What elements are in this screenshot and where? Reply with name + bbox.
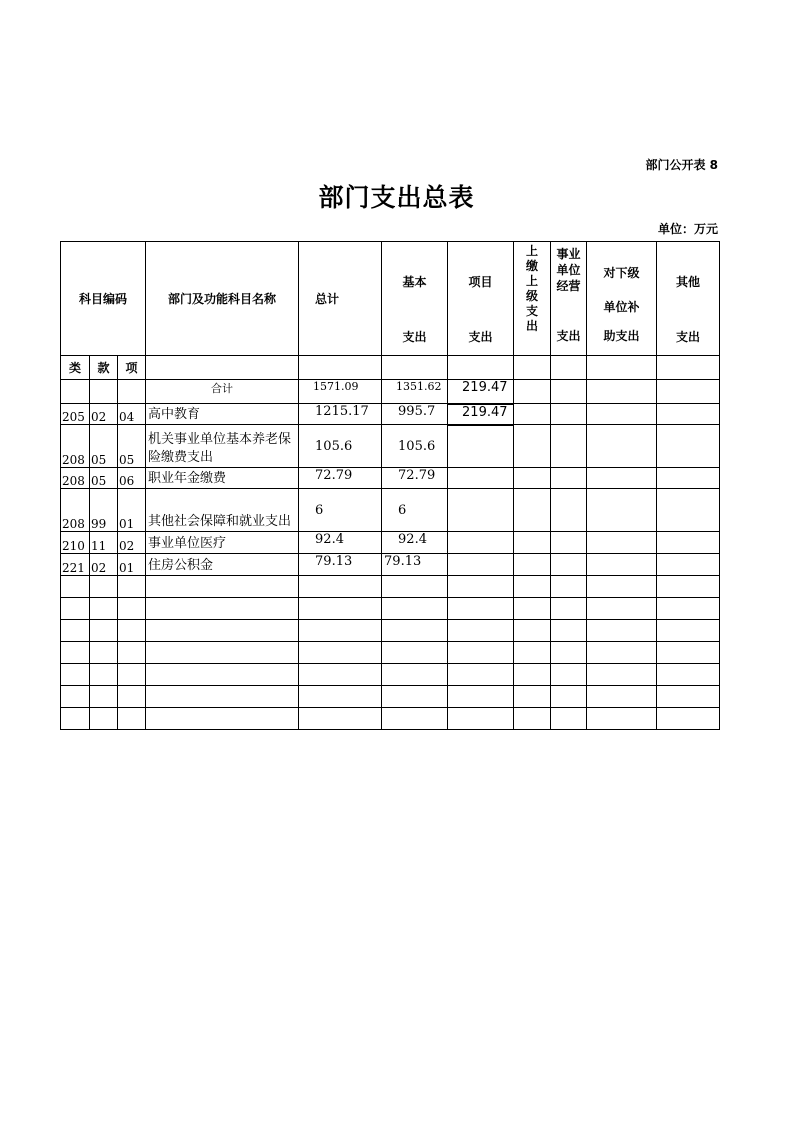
- empty-row: [61, 664, 720, 686]
- table-row: 208 99 01 其他社会保障和就业支出 6 6: [61, 489, 720, 532]
- header-name: 部门及功能科目名称: [146, 242, 299, 356]
- table-row: 210 11 02 事业单位医疗 92.4 92.4: [61, 532, 720, 554]
- table-row: 208 05 06 职业年金缴费 72.79 72.79: [61, 468, 720, 489]
- header-project: 项目 支出: [448, 242, 514, 356]
- empty-row: [61, 598, 720, 620]
- empty-row: [61, 642, 720, 664]
- subheader-row: [61, 356, 720, 380]
- header-basic: 基本 支出: [382, 242, 448, 356]
- empty-row: [61, 686, 720, 708]
- header-kuan: 款: [90, 356, 118, 380]
- empty-row: [61, 620, 720, 642]
- table-row: 221 02 01 住房公积金 79.13 79.13: [61, 554, 720, 576]
- header-code: 科目编码: [61, 242, 146, 356]
- header-lei: 类: [61, 356, 90, 380]
- expenditure-table: [60, 241, 720, 730]
- total-basic: 1351.62: [382, 380, 448, 404]
- header-total: 总计: [299, 242, 382, 356]
- total-project: 219.47: [448, 380, 514, 404]
- table-row: 205 02 04 高中教育 1215.17 995.7 219.47: [61, 404, 720, 425]
- header-upper: 上缴上级支出: [514, 242, 551, 356]
- header-subsidy: 对下级单位补 助支出: [587, 242, 657, 356]
- empty-row: [61, 576, 720, 598]
- header-other: 其他 支出: [657, 242, 720, 356]
- header-row: [61, 242, 720, 356]
- table-row: 208 05 05 机关事业单位基本养老保险缴费支出 105.6 105.6: [61, 425, 720, 468]
- total-value: 1571.09: [299, 380, 382, 404]
- header-business: 事业单位经营 支出: [551, 242, 587, 356]
- total-label: 合计: [146, 380, 299, 404]
- empty-row: [61, 708, 720, 730]
- page-title: 部门支出总表: [318, 183, 475, 212]
- header-xiang: 项: [118, 356, 146, 380]
- total-row: [61, 380, 720, 404]
- form-number: 部门公开表 8: [645, 158, 718, 172]
- unit-label: 单位：万元: [657, 222, 718, 236]
